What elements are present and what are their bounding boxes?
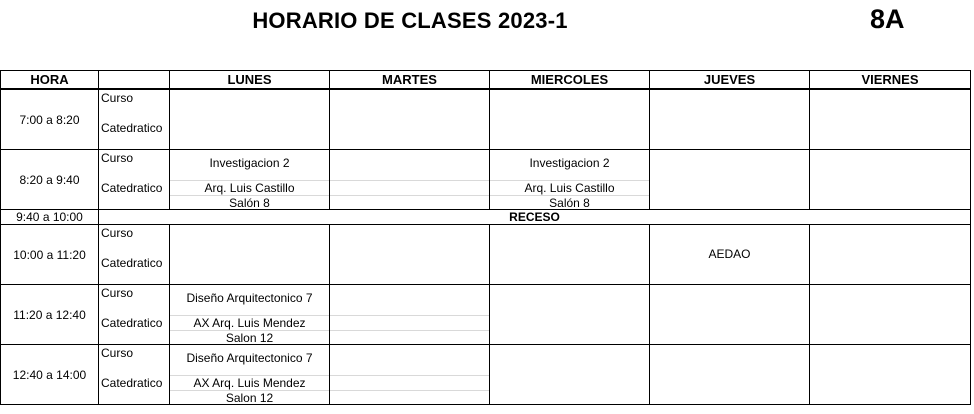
curso-label: Curso (101, 91, 134, 105)
cell-divider (330, 375, 489, 390)
slot-labels (99, 285, 170, 345)
cell-miercoles (490, 225, 650, 285)
header-jueves: JUEVES (650, 71, 810, 90)
catedratico-label: Catedratico (101, 256, 163, 270)
curso-label: Curso (101, 346, 134, 360)
cell-viernes (810, 345, 971, 405)
slot-labels (99, 225, 170, 285)
catedratico-label: Catedratico (101, 376, 163, 390)
cell-viernes (810, 150, 971, 210)
cell-lunes (170, 285, 330, 345)
cell-lunes (170, 89, 330, 150)
cell-divider (330, 315, 489, 330)
cell-martes (330, 285, 490, 345)
table-row (1, 150, 971, 210)
professor-name: AX Arq. Luis Mendez (170, 375, 329, 390)
professor-name: Arq. Luis Castillo (490, 180, 649, 195)
header-miercoles: MIERCOLES (490, 71, 650, 90)
break-label: RECESO (99, 210, 971, 225)
slot-labels (99, 345, 170, 405)
table-row (1, 285, 971, 345)
group-label: 8A (870, 4, 905, 34)
professor-name: AX Arq. Luis Mendez (170, 315, 329, 330)
cell-jueves (650, 225, 810, 285)
course-name: Investigacion 2 (209, 156, 290, 170)
course-name: Diseño Arquitectonico 7 (186, 291, 313, 305)
slot-time: 11:20 a 12:40 (1, 285, 99, 345)
room-name: Salón 8 (490, 195, 649, 210)
header-row (1, 71, 971, 90)
schedule-title: HORARIO DE CLASES 2023-1 (252, 8, 568, 33)
cell-lunes (170, 225, 330, 285)
break-row (1, 210, 971, 225)
professor-name: Arq. Luis Castillo (170, 180, 329, 195)
cell-lunes (170, 345, 330, 405)
table-row (1, 225, 971, 285)
course-note: AEDAO (708, 247, 751, 261)
cell-miercoles (490, 345, 650, 405)
cell-jueves (650, 150, 810, 210)
cell-viernes (810, 89, 971, 150)
cell-divider (330, 180, 489, 195)
header-lunes: LUNES (170, 71, 330, 90)
cell-jueves (650, 345, 810, 405)
slot-labels (99, 150, 170, 210)
cell-viernes (810, 225, 971, 285)
cell-miercoles (490, 285, 650, 345)
cell-divider (330, 390, 489, 405)
slot-time: 7:00 a 8:20 (1, 89, 99, 150)
cell-viernes (810, 285, 971, 345)
catedratico-label: Catedratico (101, 121, 163, 135)
table-row (1, 345, 971, 405)
header-martes: MARTES (330, 71, 490, 90)
catedratico-label: Catedratico (101, 316, 163, 330)
slot-labels (99, 89, 170, 150)
cell-jueves (650, 89, 810, 150)
cell-martes (330, 150, 490, 210)
break-time: 9:40 a 10:00 (1, 210, 99, 225)
header-hora: HORA (1, 71, 99, 90)
curso-label: Curso (101, 226, 134, 240)
cell-miercoles (490, 150, 650, 210)
header-viernes: VIERNES (810, 71, 971, 90)
room-name: Salón 8 (170, 195, 329, 210)
schedule-table (0, 70, 971, 405)
slot-time: 12:40 a 14:00 (1, 345, 99, 405)
room-name: Salon 12 (170, 390, 329, 405)
slot-time: 10:00 a 11:20 (1, 225, 99, 285)
course-name: Diseño Arquitectonico 7 (186, 351, 313, 365)
room-name: Salon 12 (170, 330, 329, 345)
cell-divider (330, 195, 489, 210)
curso-label: Curso (101, 151, 134, 165)
cell-martes (330, 89, 490, 150)
course-name: Investigacion 2 (529, 156, 610, 170)
slot-time: 8:20 a 9:40 (1, 150, 99, 210)
catedratico-label: Catedratico (101, 181, 163, 195)
cell-martes (330, 225, 490, 285)
cell-martes (330, 345, 490, 405)
cell-lunes (170, 150, 330, 210)
curso-label: Curso (101, 286, 134, 300)
cell-jueves (650, 285, 810, 345)
table-row (1, 89, 971, 150)
header-labels (99, 71, 170, 90)
cell-miercoles (490, 89, 650, 150)
cell-divider (330, 330, 489, 345)
